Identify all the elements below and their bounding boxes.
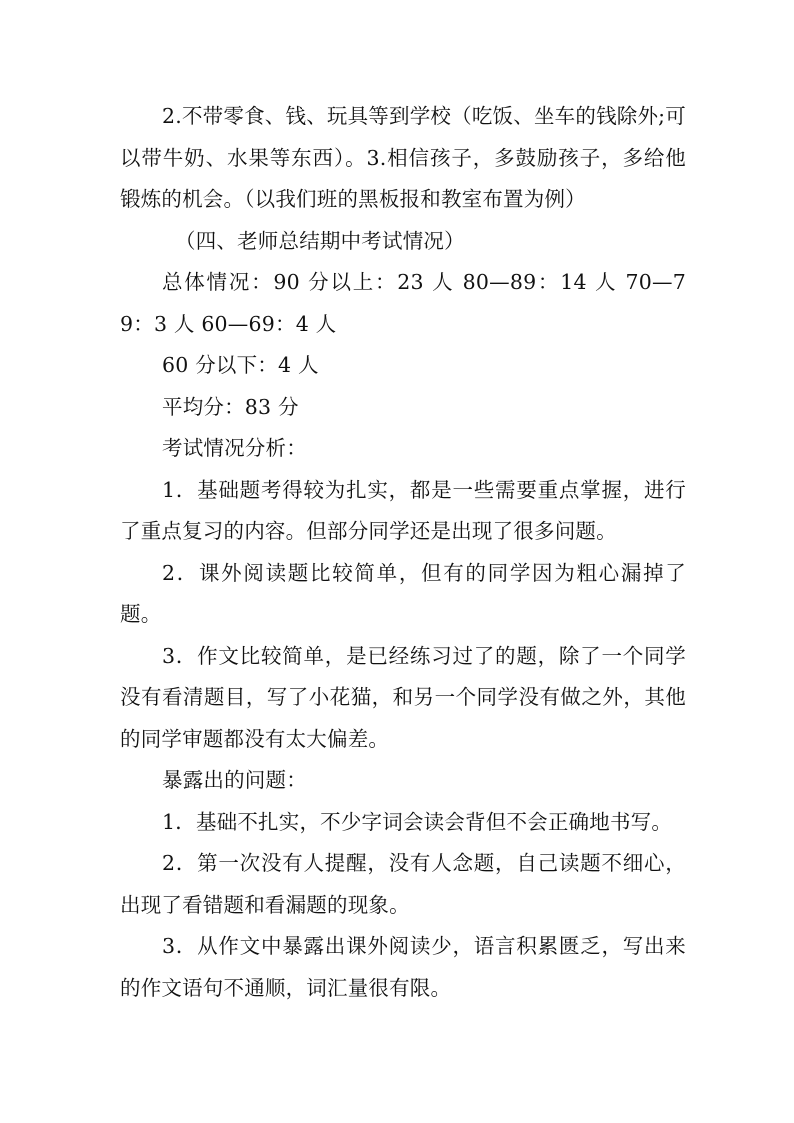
problem-item-2: 2．第一次没有人提醒，没有人念题，自己读题不细心，出现了看错题和看漏题的现象。: [120, 851, 686, 917]
problem-item-1: 1．基础不扎实，不少字词会读会背但不会正确地书写。: [162, 809, 673, 834]
analysis-item-3: 3．作文比较简单，是已经练习过了的题，除了一个同学没有看清题目，写了小花猫，和另一个同学没有做之外，其他的同学审题都没有太大偏差。: [120, 643, 686, 751]
paragraph-average-score: 平均分：83 分: [162, 394, 299, 419]
subheading-problems: 暴露出的问题：: [162, 768, 307, 792]
paragraph-below-60: 60 分以下：4 人: [162, 353, 319, 377]
document-body: [120, 96, 686, 1009]
paragraph-overall-scores: 总体情况：90 分以上：23 人 80—89：14 人 70—79：3 人 60—69：4 人: [120, 270, 686, 336]
problem-item-3: 3．从作文中暴露出课外阅读少，语言积累匮乏，写出来的作文语句不通顺，词汇量很有限。: [120, 934, 686, 1000]
subheading-exam-analysis: 考试情况分析：: [162, 436, 307, 460]
section-heading-exam-summary: （四、老师总结期中考试情况）: [175, 228, 465, 253]
paragraph-rules: 2.不带零食、钱、玩具等到学校（吃饭、坐车的钱除外;可以带牛奶、水果等东西）。3.相信孩子，多鼓励孩子，多给他锻炼的机会。（以我们班的黑板报和教室布置为例）: [120, 104, 686, 211]
analysis-item-1: 1．基础题考得较为扎实，都是一些需要重点掌握，进行了重点复习的内容。但部分同学还是出现了很多问题。: [120, 477, 686, 543]
analysis-item-2: 2．课外阅读题比较简单，但有的同学因为粗心漏掉了题。: [120, 560, 686, 626]
